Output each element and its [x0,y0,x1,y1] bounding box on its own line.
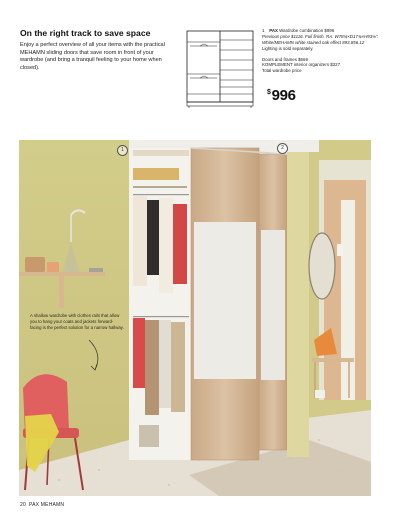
price-currency: $ [267,89,271,96]
spec-total-line: Total wardrobe price [262,68,302,74]
footer-section: PAX MEHAMN [28,502,65,508]
page-footer [20,502,64,508]
callout-marker-2: 2 [277,143,288,154]
spec-product-desc: Wardrobe combination $996 [279,28,335,33]
spec-doors-line: Doors and frames $669 [262,56,308,62]
total-price [267,87,296,104]
callout-marker-1: 1 [117,145,128,156]
page-number: 20 [20,502,26,508]
photo-caption: A shallow wardrobe with clothes rails that allow you to hang your coats and jackets forward-facing is the perfect solution for a narrow hallway. [30,313,124,331]
price-amount: 996 [271,87,296,104]
spec-organizers-line: KOMPLEMENT interior organizers $327 [262,62,341,68]
spec-previous-price: Previous price $1116. Foil finish. RA. W78¾×D17¾×H93⅛". White/MEHAMN white stained oak effect 893.856.12 [262,33,379,45]
page-headline: On the right track to save space [20,28,151,38]
spec-product-name: PAX [269,28,278,33]
wardrobe-diagram [186,30,254,108]
spec-number: 1 [262,28,265,33]
intro-paragraph: Enjoy a perfect overview of all your items with the practical MEHAMN sliding doors that save room in front of your wardrobe (and bring a tranquil feeling to your home when closed). [20,42,165,72]
product-specification [262,28,382,74]
spec-lighting-note: Lighting is sold separately. [262,45,314,51]
